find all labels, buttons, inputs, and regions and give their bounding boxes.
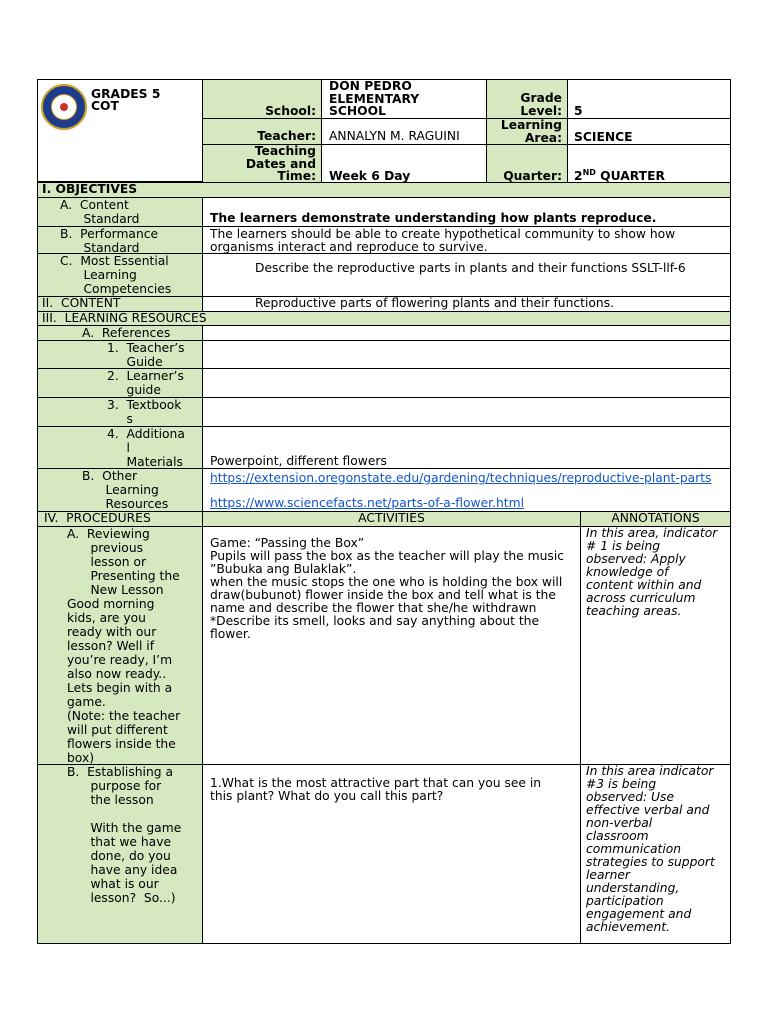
grade-level-value: 5 [574, 104, 583, 118]
quarter-label: Quarter: [503, 169, 562, 183]
learning-area-label-cell [486, 118, 568, 145]
reviewing-lesson-activity: Game: “Passing the Box” Pupils will pass the box as the teacher will play the music ”Bubuka ang Bulaklak”. when the music stops the one who is holding the box will draw(bubunot) flower inside the box and tell what is the name and describe the flower that she/he withdrawn *Describe its smell, looks and say anything about the flower. [210, 536, 565, 641]
dates-label-cell [202, 144, 322, 183]
other-resources-label: B. Other Learning Resources [82, 469, 169, 511]
melc-label-cell [37, 253, 203, 297]
school-value: DON PEDRO ELEMENTARY SCHOOL [329, 79, 420, 118]
references-cell [202, 325, 731, 341]
content-title: II. CONTENT [42, 296, 121, 310]
additional-materials-label-cell [37, 426, 203, 469]
content-standard-text: The learners demonstrate understanding how plants reproduce. [210, 211, 657, 225]
textbooks-cell [202, 397, 731, 427]
procedures-title: IV. PROCEDURES [44, 511, 151, 525]
procedures-label-cell [37, 511, 203, 527]
establishing-purpose-annotation-cell [580, 764, 731, 944]
textbooks-label-cell [37, 397, 203, 427]
activities-header-cell [202, 511, 581, 527]
activities-header: ACTIVITIES [358, 511, 425, 525]
grade-level-label-cell [486, 79, 568, 119]
grade-level-value-cell [567, 79, 731, 119]
quarter-value-cell [567, 144, 731, 183]
quarter-label-cell [486, 144, 568, 183]
textbooks-label: 3. Textbook s [107, 398, 182, 426]
dates-label: Teaching Dates and Time: [245, 144, 316, 183]
melc-text: Describe the reproductive parts in plants and their functions SSLT-llf-6 [255, 261, 686, 275]
performance-standard-text: The learners should be able to create hypothetical community to show how organisms interact and reproduce to survive. [210, 227, 676, 254]
melc-label: C. Most Essential Learning Competencies [60, 254, 172, 296]
school-label: School: [265, 104, 316, 118]
objectives-header [37, 182, 731, 198]
reviewing-lesson-label-cell [37, 526, 203, 765]
reviewing-lesson-annotation-cell [580, 526, 731, 765]
learning-area-value-cell [567, 118, 731, 145]
teachers-guide-label: 1. Teacher’s Guide [107, 341, 185, 369]
resources-header [37, 311, 731, 326]
teacher-label-cell [202, 118, 322, 145]
reviewing-lesson-label: A. Reviewing previous lesson or Presenting the New Lesson Good morning kids, are you ready with our lesson? Well if you’re ready, I’m also now ready.. Lets begin with a game. (Note: the teacher will put different flowers inside the box) [67, 527, 181, 765]
additional-materials-cell [202, 426, 731, 469]
content-text: Reproductive parts of flowering plants and their functions. [255, 296, 615, 310]
grades-label: GRADES 5 [91, 87, 161, 101]
content-label-cell [37, 296, 203, 312]
school-value-cell [321, 79, 487, 119]
other-resources-label-cell [37, 468, 203, 512]
annotations-header: ANNOTATIONS [611, 511, 700, 525]
teacher-label: Teacher: [257, 129, 316, 143]
link-sciencefacts[interactable]: https://www.sciencefacts.net/parts-of-a-flower.html [210, 496, 525, 510]
learners-guide-label: 2. Learner’s guide [107, 369, 184, 397]
teachers-guide-cell [202, 340, 731, 369]
quarter-word: QUARTER [595, 169, 665, 183]
reviewing-lesson-annotation: In this area, indicator # 1 is being observed: Apply knowledge of content within and across curriculum teaching areas. [586, 526, 718, 618]
learners-guide-cell [202, 368, 731, 398]
grade-level-label: Grade Level: [520, 91, 562, 118]
additional-materials-label: 4. Additiona l Materials [107, 427, 185, 469]
performance-standard-cell [202, 226, 731, 254]
learners-guide-label-cell [37, 368, 203, 398]
establishing-purpose-activity-cell [202, 764, 581, 944]
dates-value-cell [321, 144, 487, 183]
resources-title: III. LEARNING RESOURCES [42, 311, 207, 325]
content-standard-label-cell [37, 197, 203, 227]
learning-area-value: SCIENCE [574, 130, 633, 144]
dates-value: Week 6 Day [329, 169, 411, 183]
quarter-sup: ND [582, 167, 596, 177]
other-resources-cell [202, 468, 731, 512]
establishing-purpose-annotation: In this area indicator #3 is being observed: Use effective verbal and non-verbal classroom communication strategies to support learner understanding, participation engagement and achievement. [586, 764, 715, 934]
link-oregonstate[interactable]: https://extension.oregonstate.edu/gardening/techniques/reproductive-plant-parts [210, 471, 712, 485]
reviewing-lesson-activity-cell [202, 526, 581, 765]
establishing-purpose-label-cell [37, 764, 203, 944]
melc-cell [202, 253, 731, 297]
performance-standard-label-cell [37, 226, 203, 254]
teachers-guide-label-cell [37, 340, 203, 369]
cot-label: COT [91, 99, 119, 113]
school-label-cell [202, 79, 322, 119]
quarter-num: 2 [574, 169, 583, 183]
deped-seal-icon [41, 84, 87, 130]
content-standard-label: A. Content Standard [60, 198, 140, 226]
establishing-purpose-activity: 1.What is the most attractive part that can you see in this plant? What do you call this part? [210, 776, 542, 803]
teacher-value: ANNALYN M. RAGUINI [329, 129, 460, 143]
references-label: A. References [82, 326, 171, 340]
teacher-value-cell [321, 118, 487, 145]
establishing-purpose-label: B. Establishing a purpose for the lesson With the game that we have done, do you have any idea what is our lesson? So...) [67, 765, 182, 905]
content-standard-cell [202, 197, 731, 227]
references-label-cell [37, 325, 203, 341]
annotations-header-cell [580, 511, 731, 527]
content-cell [202, 296, 731, 312]
learning-area-label: Learning Area: [500, 118, 562, 145]
performance-standard-label: B. Performance Standard [60, 227, 159, 254]
objectives-title: I. OBJECTIVES [42, 182, 138, 196]
additional-materials-text: Powerpoint, different flowers [210, 454, 387, 468]
